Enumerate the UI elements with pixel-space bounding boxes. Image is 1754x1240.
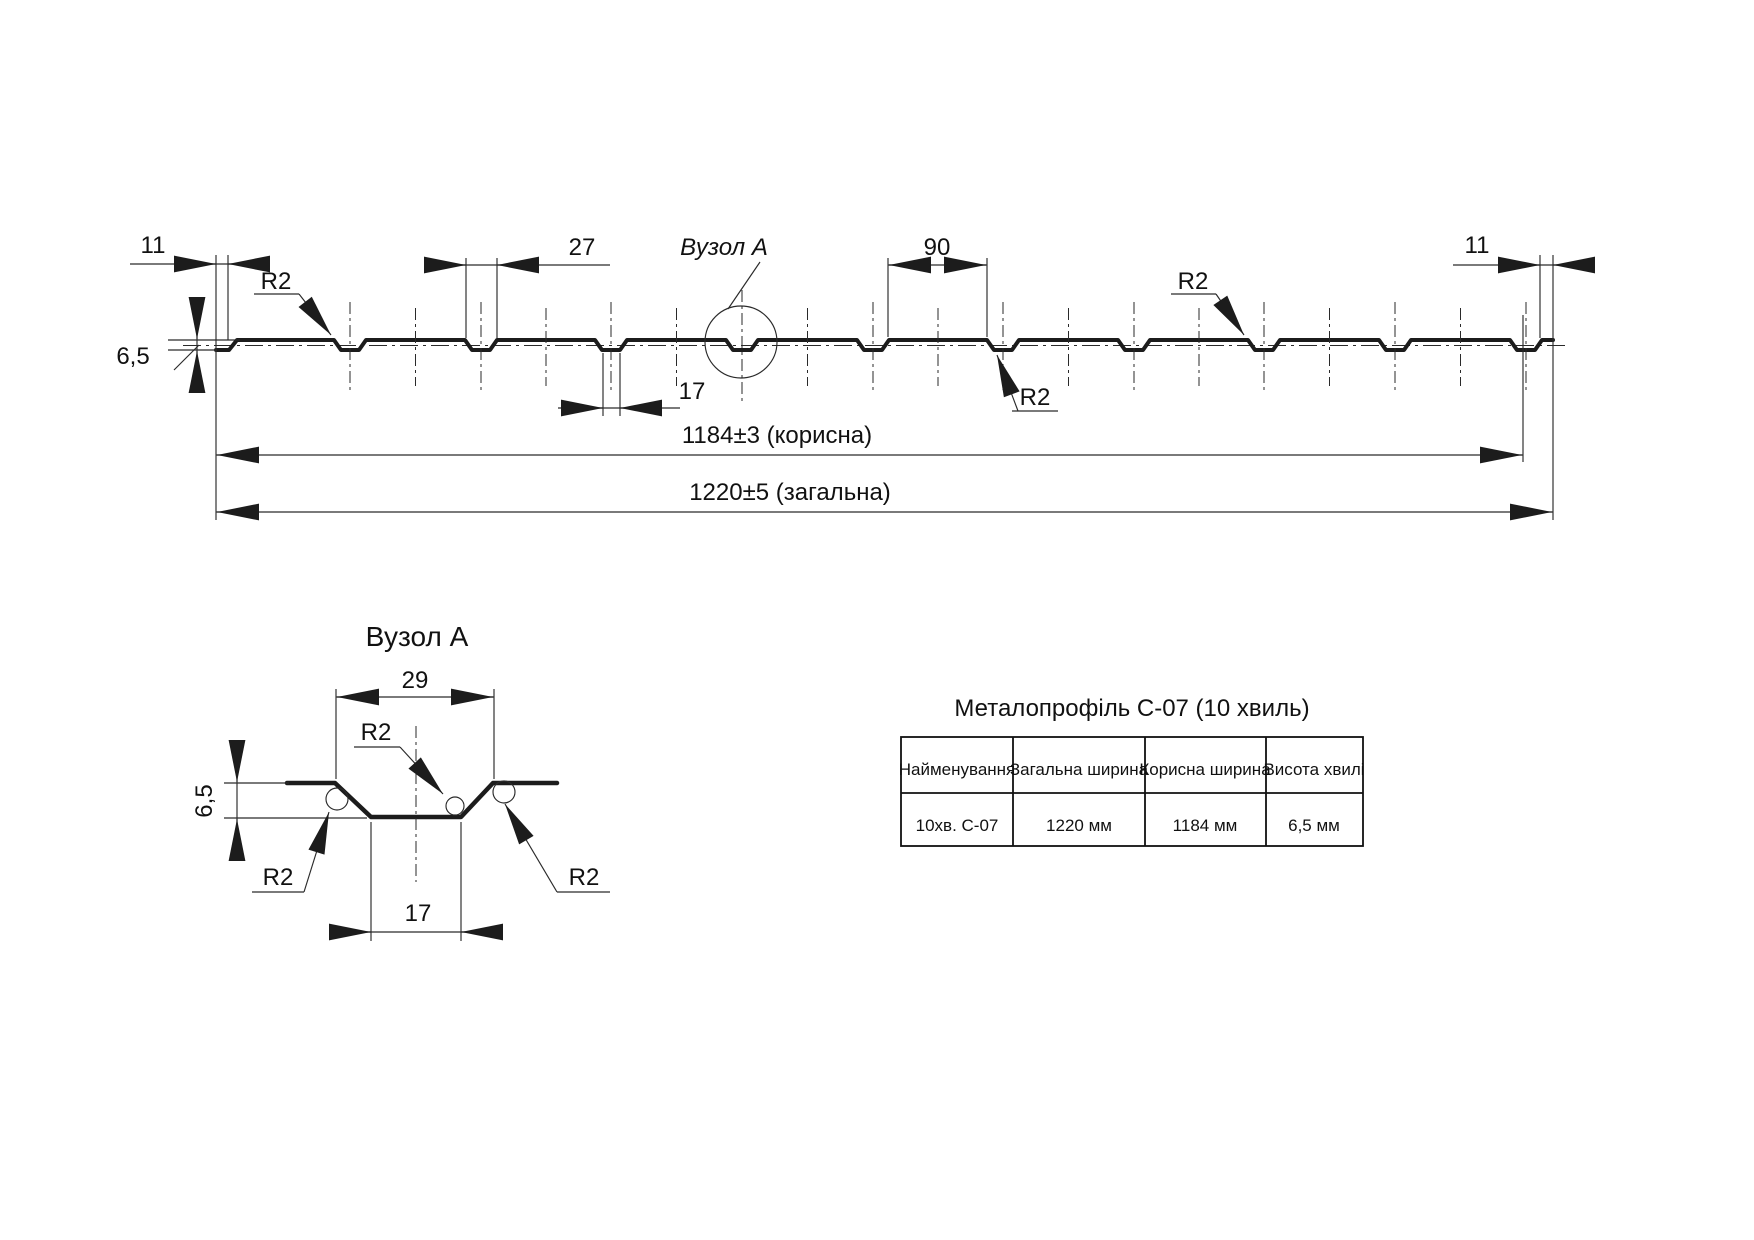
spec-header-wave-height: Висота хвилі <box>1263 760 1365 779</box>
dim-leader-height <box>174 345 199 370</box>
spec-cell-total-width: 1220 мм <box>1046 816 1112 835</box>
detail-callout-label: Вузол А <box>680 234 768 261</box>
radius-leader <box>1216 294 1244 335</box>
radius-leader <box>997 355 1018 411</box>
radius-label-bottom-rib: R2 <box>1019 384 1051 411</box>
dim-label-height: 6,5 <box>116 343 150 370</box>
spec-cell-useful-width: 1184 мм <box>1172 816 1238 835</box>
radius-label-right-rib: R2 <box>1177 268 1209 295</box>
spec-cell-name: 10хв. С-07 <box>915 816 999 835</box>
dim-label-edge-left: 11 <box>140 232 166 259</box>
radius-leader <box>304 812 329 892</box>
radius-label-right: R2 <box>568 864 600 891</box>
spec-header-name: Найменування <box>898 760 1016 779</box>
detail-profile-path <box>287 783 557 817</box>
radius-label-inner: R2 <box>360 719 392 746</box>
spec-header-useful-width: Корисна ширина <box>1139 760 1271 779</box>
radius-leader <box>505 804 557 892</box>
radius-leader <box>299 294 331 335</box>
radius-circle-inner <box>446 797 464 815</box>
dim-label-useful-width: 1184±3 (корисна) <box>681 422 873 449</box>
detail-callout-leader <box>728 262 760 309</box>
dim-label-gap: 90 <box>923 234 951 261</box>
dim-label-total-width: 1220±5 (загальна) <box>689 479 891 506</box>
dim-label-bottom-width: 17 <box>404 900 432 927</box>
dim-label-top-width: 29 <box>401 667 429 694</box>
radius-leader <box>400 747 443 794</box>
detail-view <box>191 621 610 941</box>
spec-table <box>899 695 1365 846</box>
spec-cell-wave-height: 6,5 мм <box>1288 816 1340 835</box>
dim-label-rib-bottom: 17 <box>678 378 706 405</box>
radius-circle-left <box>326 788 348 810</box>
dim-label-detail-height: 6,5 <box>191 784 218 818</box>
radius-label-left: R2 <box>262 864 294 891</box>
main-profile-view <box>116 232 1583 520</box>
detail-title: Вузол А <box>365 621 469 652</box>
spec-table-title: Металопрофіль С-07 (10 хвиль) <box>954 695 1310 722</box>
dim-label-rib-top: 27 <box>568 234 596 261</box>
spec-header-total-width: Загальна ширина <box>1009 760 1149 779</box>
dim-label-edge-right: 11 <box>1464 232 1490 259</box>
radius-label-first-rib: R2 <box>260 268 292 295</box>
